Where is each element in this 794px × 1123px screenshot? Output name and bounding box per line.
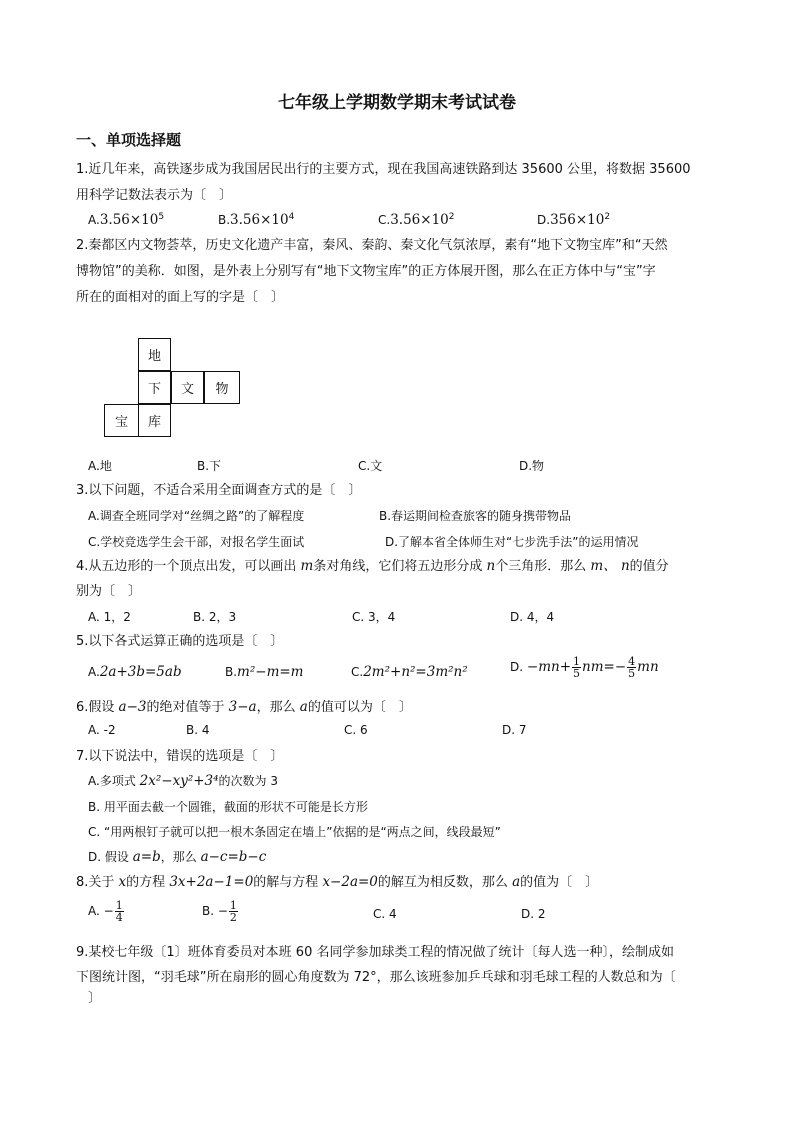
q5-option-b: B.m²−m=m [225,664,304,680]
fraction: $\frac{1}{4}$ [115,899,123,924]
question-7-line-1: 7.以下说法中，错误的选项是〔 〕 [76,749,284,764]
q5-option-c: C.2m²+n²=3m²n² [351,664,468,680]
q2-option-d: D.物 [519,459,545,473]
q1-option-a: $A.3.56\times 10^5$ [88,212,165,228]
question-1-line-2: 用科学记数法表示为〔 〕 [76,188,233,203]
fraction: $\frac{1}{5}$ [573,655,581,680]
net-cell-wen: 文 [171,371,204,404]
q7-option-b: B. 用平面去截一个圆锥，截面的形状不可能是长方形 [88,800,368,814]
q4-option-d: D. 4，4 [510,610,555,624]
question-1-line-1: 1.近几年来，高铁逐步成为我国居民出行的主要方式，现在我国高速铁路到达 35600 公里，将数据 35600 [76,162,691,177]
fraction: $\frac{4}{5}$ [628,655,636,680]
q4-option-a: A. 1，2 [88,610,131,624]
q6-option-d: D. 7 [502,723,527,737]
question-2-line-2: 博物馆”的美称．如图，是外表上分别写有“地下文物宝库”的正方体展开图，那么在正方体中与“宝”字 [76,264,656,279]
q3-option-b: B.春运期间检查旅客的随身携带物品 [379,509,572,523]
net-cell-xia: 下 [138,371,171,404]
question-2-line-3: 所在的面相对的面上写的字是〔 〕 [76,290,285,305]
section-heading: 一、单项选择题 [76,131,182,149]
q5-option-d: D. −mn+ $\frac{1}{5}$ nm=− $\frac{4}{5}$ mn [510,655,659,680]
q6-option-b: B. 4 [186,723,210,737]
question-4-line-1: 4.从五边形的一个顶点出发，可以画出 m条对角线，它们将五边形分成 n个三角形．那么 m、 n的值分 [76,558,669,574]
q4-option-c: C. 3，4 [352,610,396,624]
q6-option-c: C. 6 [344,723,368,737]
q8-option-d: D. 2 [521,907,546,921]
q6-option-a: A. -2 [88,723,116,737]
net-cell-bao: 宝 [104,404,139,437]
q7-option-c: C. “用两根钉子就可以把一根木条固定在墙上”依据的是“两点之间，线段最短” [88,825,501,839]
question-3-line-1: 3.以下问题，不适合采用全面调查方式的是〔 〕 [76,483,362,498]
net-cell-di: 地 [138,338,171,371]
q1-option-c: $C.3.56\times 10^2$ [378,212,455,228]
question-9-line-1: 9.某校七年级〔1〕班体育委员对本班 60 名同学参加球类工程的情况做了统计〔每人选一种〕，绘制成如 [76,945,674,960]
net-cell-wu: 物 [204,371,240,404]
q8-option-a: A. − $\frac{1}{4}$ [88,899,123,924]
question-9-line-2: 下图统计图，“羽毛球”所在扇形的圆心角度数为 72°，那么该班参加乒乓球和羽毛球工程的人数总和为〔 [76,970,676,985]
q8-option-c: C. 4 [373,907,397,921]
question-4-line-2: 别为〔 〕 [76,584,142,599]
q3-option-d: D.了解本省全体师生对“七步洗手法”的运用情况 [385,535,639,549]
fraction: $\frac{1}{2}$ [229,899,237,924]
q1-option-d: $D.356\times 10^2$ [537,212,611,228]
q3-option-a: A.调查全班同学对“丝绸之路”的了解程度 [88,509,305,523]
question-8-line-1: 8.关于 x的方程 3x+2a−1=0的解与方程 x−2a=0的解互为相反数，那么 a的值为〔 〕 [76,874,599,890]
q2-option-c: C.文 [358,459,383,473]
question-9-line-3: 〕 [88,991,102,1006]
question-2-line-1: 2.秦都区内文物荟萃，历史文化遗产丰富，秦风、秦韵、秦文化气氛浓厚，素有“地下文物宝库”和“天然 [76,238,668,253]
q5-option-a: A.2a+3b=5ab [88,664,182,680]
q2-option-a: A.地 [88,459,112,473]
net-cell-ku: 库 [138,404,171,437]
q1-option-b: $B.3.56\times 10^4$ [218,212,295,228]
q7-option-d: D. 假设 a=b，那么 a−c=b−c [88,849,267,865]
q7-option-a: A.多项式 2x²−xy²+3⁴的次数为 3 [88,773,278,789]
q8-option-b: B. − $\frac{1}{2}$ [202,899,237,924]
page-title: 七年级上学期数学期末考试试卷 [278,93,516,113]
q3-option-c: C.学校竞选学生会干部，对报名学生面试 [88,535,305,549]
q2-option-b: B.下 [197,459,222,473]
question-5-line-1: 5.以下各式运算正确的选项是〔 〕 [76,634,284,649]
question-6-line-1: 6.假设 a−3的绝对值等于 3−a，那么 a的值可以为〔 〕 [76,699,412,715]
q4-option-b: B. 2，3 [193,610,237,624]
